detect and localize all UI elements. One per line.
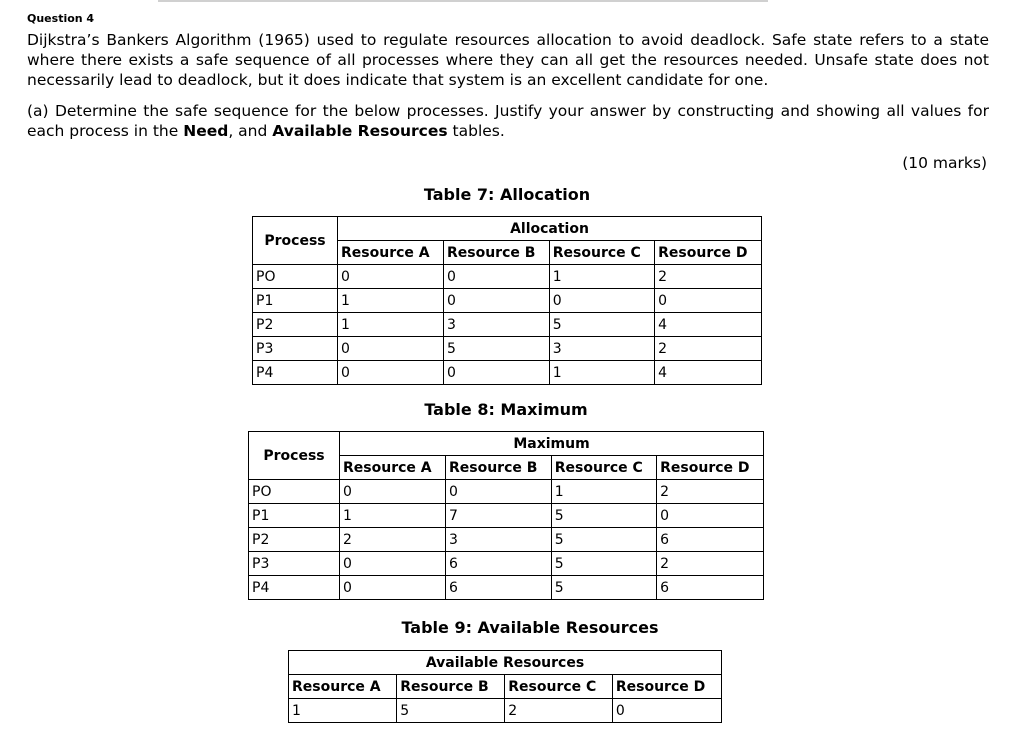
table-cell: 0 (443, 265, 549, 289)
column-header: Resource A (340, 456, 446, 480)
process-cell: P4 (253, 361, 338, 385)
table7-caption: Table 7: Allocation (423, 185, 591, 204)
table-cell: 0 (338, 361, 444, 385)
table-cell: 0 (443, 361, 549, 385)
part-a-paragraph (27, 101, 989, 141)
table-cell: 2 (505, 699, 613, 723)
table-cell: 2 (655, 265, 762, 289)
process-cell: P3 (249, 552, 340, 576)
table-cell: 0 (655, 289, 762, 313)
table-cell: 2 (340, 528, 446, 552)
table-cell: 0 (340, 480, 446, 504)
maximum-table (248, 431, 764, 600)
column-header: Resource A (289, 675, 397, 699)
allocation-group-header: Allocation (338, 217, 762, 241)
column-header: Resource D (657, 456, 764, 480)
table-cell: 4 (655, 313, 762, 337)
table-cell: 3 (549, 337, 654, 361)
question-label: Question 4 (27, 12, 95, 25)
table-cell: 4 (655, 361, 762, 385)
process-cell: P1 (249, 504, 340, 528)
part-a-suffix: tables. (447, 122, 505, 140)
table-cell: 0 (340, 576, 446, 600)
process-header: Process (253, 217, 338, 265)
column-header: Resource A (338, 241, 444, 265)
table9-caption: Table 9: Available Resources (401, 618, 659, 637)
table-cell: 6 (445, 576, 551, 600)
process-cell: PO (253, 265, 338, 289)
table-cell: 0 (445, 480, 551, 504)
table-row (253, 337, 762, 361)
table-cell: 5 (549, 313, 654, 337)
process-cell: PO (249, 480, 340, 504)
table-cell: 5 (551, 528, 656, 552)
part-a-bold-need: Need (183, 122, 229, 140)
table-cell: 5 (443, 337, 549, 361)
table-cell: 1 (289, 699, 397, 723)
table-cell: 1 (549, 265, 654, 289)
table-cell: 6 (657, 576, 764, 600)
part-a-bold-available: Available Resources (272, 122, 448, 140)
part-a-prefix: (a) Determine the safe sequence for the below processes. Justify your answer by constructing and showing all values for each process in the (27, 102, 989, 140)
table-row (289, 699, 722, 723)
table-row (249, 480, 764, 504)
process-cell: P4 (249, 576, 340, 600)
table-row (253, 289, 762, 313)
table-cell: 2 (657, 480, 764, 504)
intro-paragraph: Dijkstra’s Bankers Algorithm (1965) used to regulate resources allocation to avoid deadlock. Safe state refers to a state where there exists a safe sequence of all processes where they can all get the resources needed. Unsafe state does not necessarily lead to deadlock, but it does indicate that system is an excellent candidate for one. (27, 31, 989, 89)
column-header: Resource D (612, 675, 721, 699)
table-row (249, 528, 764, 552)
column-header: Resource D (655, 241, 762, 265)
process-cell: P3 (253, 337, 338, 361)
table-cell: 0 (657, 504, 764, 528)
table-row (249, 576, 764, 600)
table-row (253, 265, 762, 289)
maximum-group-header: Maximum (340, 432, 764, 456)
table8-caption: Table 8: Maximum (424, 400, 588, 419)
table-row (249, 552, 764, 576)
process-cell: P1 (253, 289, 338, 313)
column-header: Resource B (443, 241, 549, 265)
header-rule (158, 0, 768, 2)
marks-label: (10 marks) (902, 154, 987, 172)
table-cell: 0 (549, 289, 654, 313)
table-cell: 0 (443, 289, 549, 313)
table-cell: 2 (655, 337, 762, 361)
process-cell: P2 (249, 528, 340, 552)
table-cell: 2 (657, 552, 764, 576)
column-header: Resource C (551, 456, 656, 480)
table-cell: 5 (397, 699, 505, 723)
table-cell: 1 (340, 504, 446, 528)
table-cell: 1 (549, 361, 654, 385)
table-cell: 0 (338, 337, 444, 361)
table-cell: 0 (338, 265, 444, 289)
table-row (249, 504, 764, 528)
column-header: Resource C (549, 241, 654, 265)
part-a-mid: , and (228, 122, 273, 140)
table-cell: 1 (551, 480, 656, 504)
table-row (253, 313, 762, 337)
column-header: Resource B (397, 675, 505, 699)
table-cell: 0 (612, 699, 721, 723)
column-header: Resource C (505, 675, 613, 699)
table-cell: 1 (338, 313, 444, 337)
table-cell: 6 (445, 552, 551, 576)
available-resources-table (288, 650, 722, 723)
table-cell: 5 (551, 576, 656, 600)
table-cell: 6 (657, 528, 764, 552)
table-row (253, 361, 762, 385)
column-header: Resource B (445, 456, 551, 480)
table-cell: 5 (551, 552, 656, 576)
process-header: Process (249, 432, 340, 480)
process-cell: P2 (253, 313, 338, 337)
table-cell: 0 (340, 552, 446, 576)
allocation-table (252, 216, 762, 385)
table-cell: 1 (338, 289, 444, 313)
table-cell: 7 (445, 504, 551, 528)
table-cell: 5 (551, 504, 656, 528)
table-cell: 3 (445, 528, 551, 552)
available-group-header: Available Resources (289, 651, 722, 675)
table-cell: 3 (443, 313, 549, 337)
